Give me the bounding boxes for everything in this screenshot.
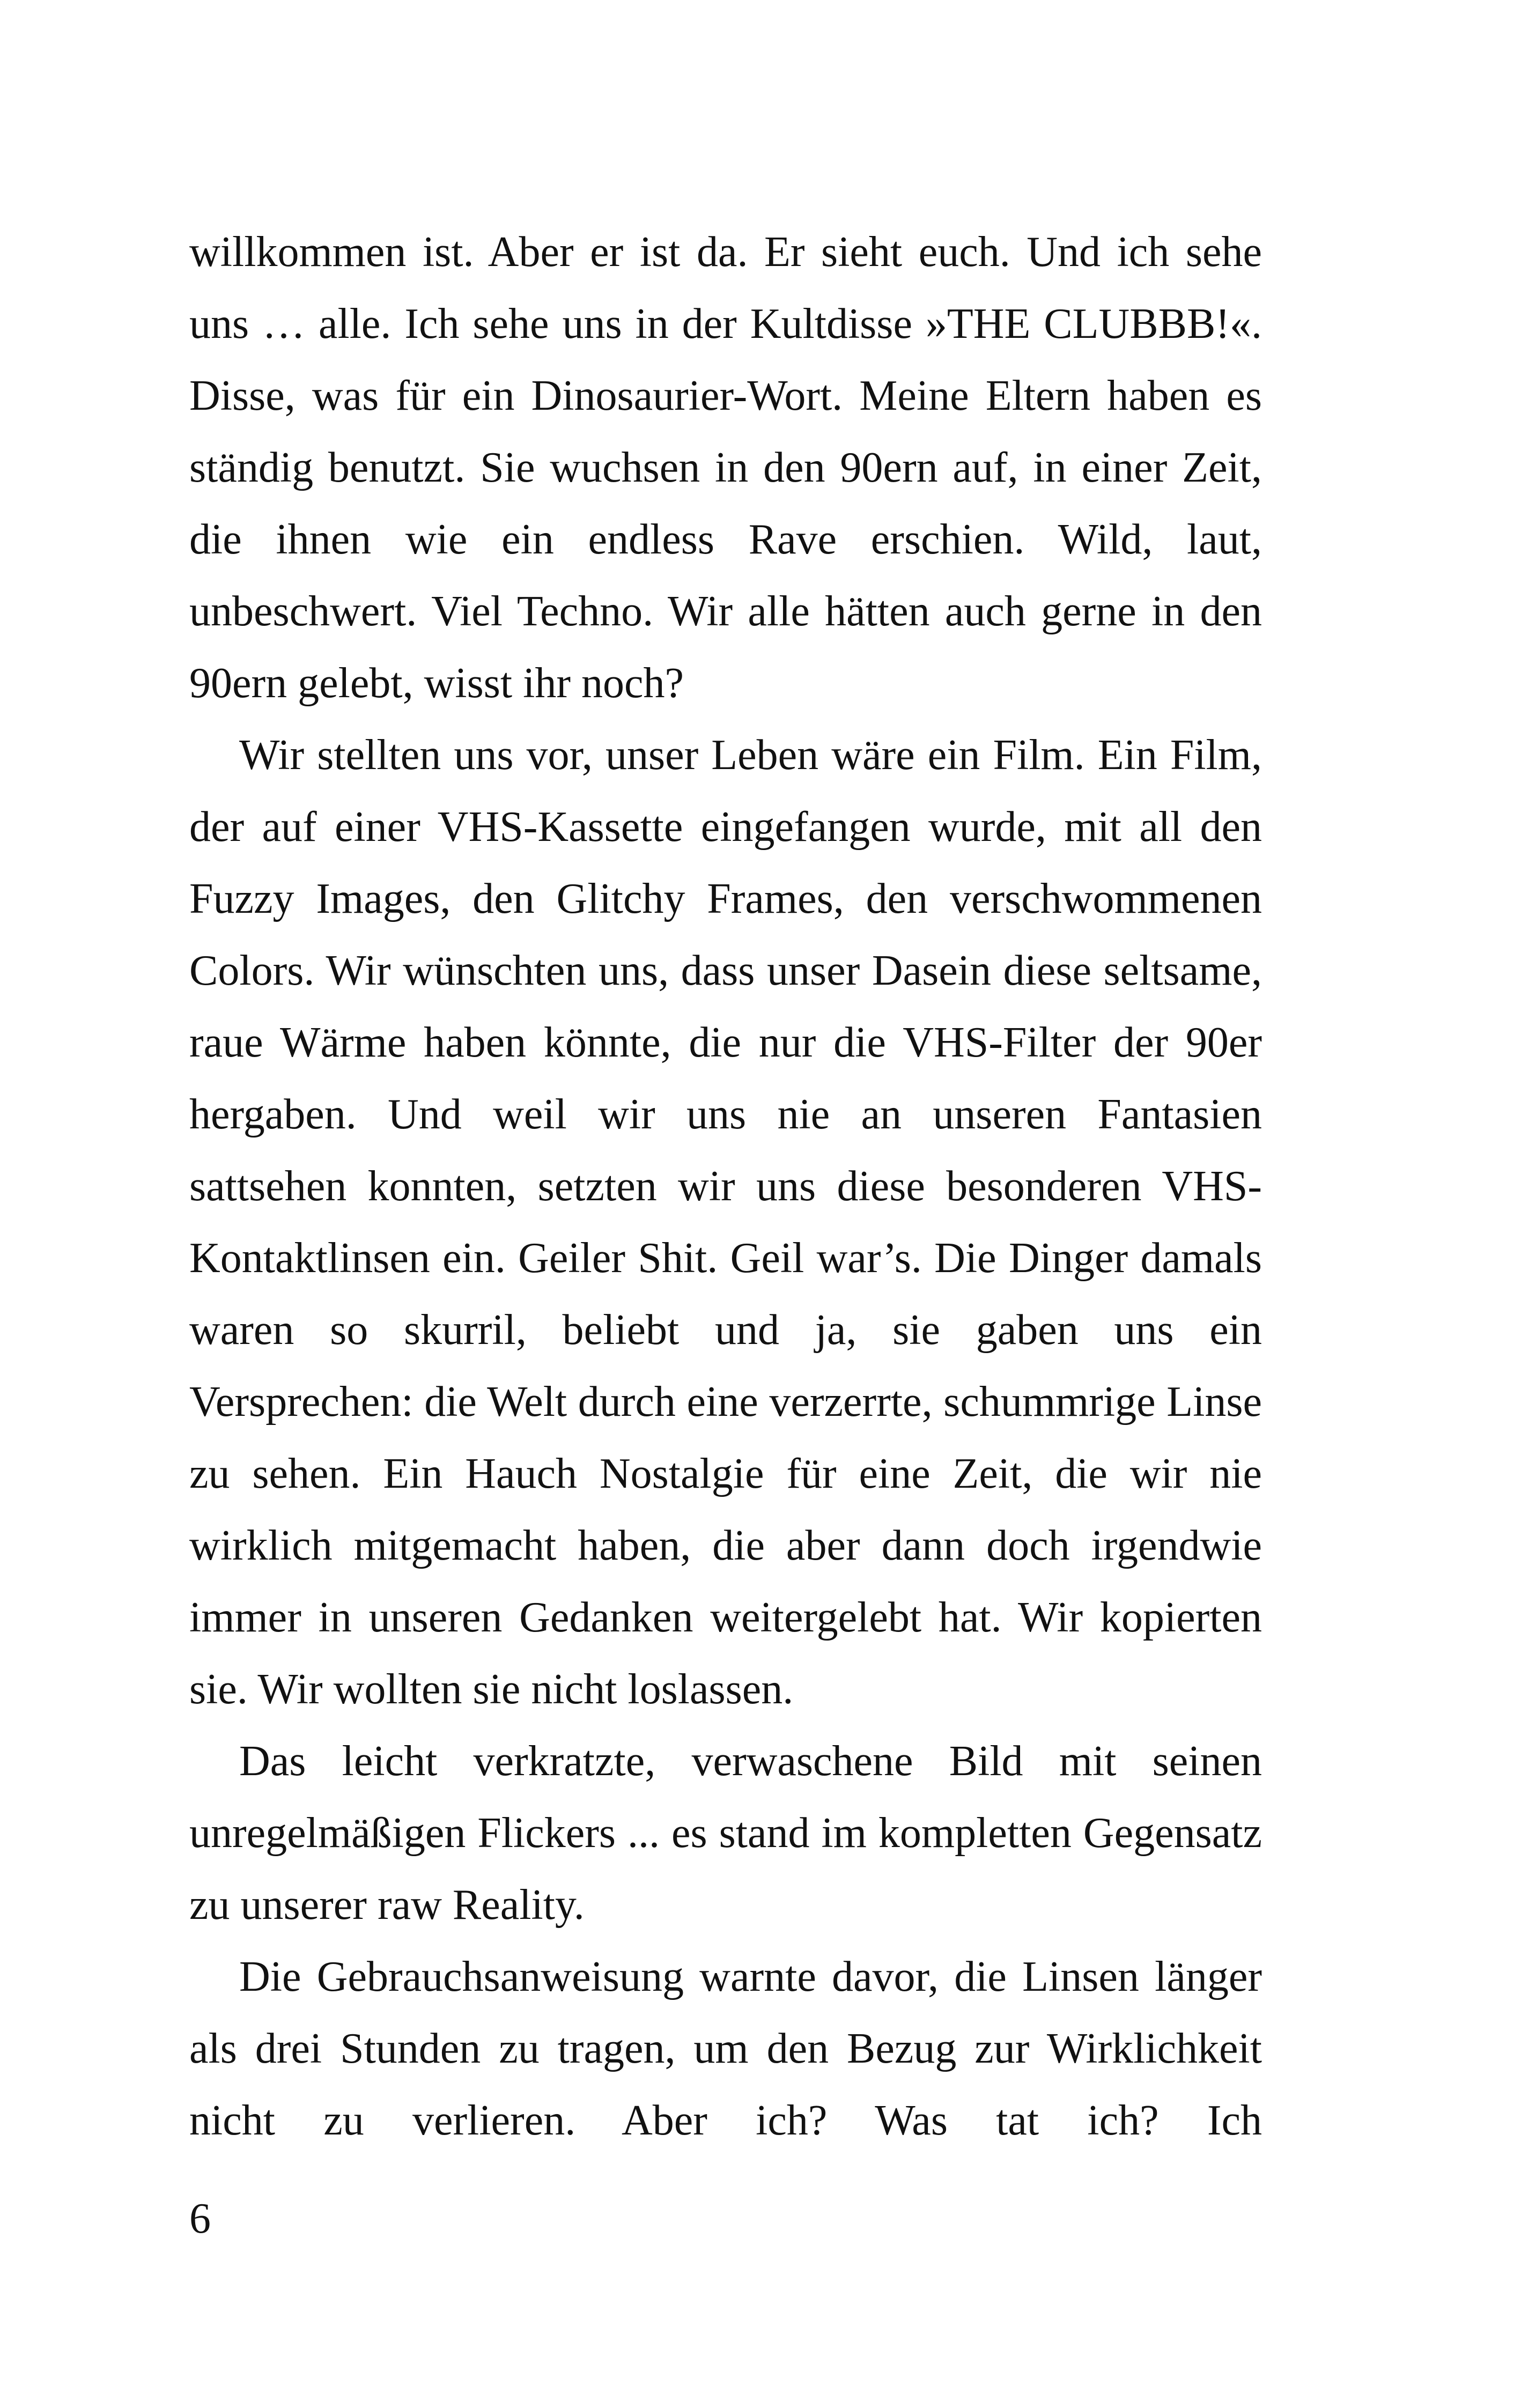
paragraph-4: Die Gebrauchsanweisung warnte davor, die Linsen länger als drei Stunden zu tragen, um den Bezug zur Wirklichkeit nicht zu verlieren. Aber ich? Was tat ich? Ich	[189, 1953, 1262, 2144]
page-body	[189, 216, 1262, 2156]
paragraph-3: Das leicht verkratzte, verwaschene Bild mit seinen unregelmäßigen Flickers ... es stand im kompletten Gegensatz zu unserer raw Reality.	[189, 1738, 1262, 1929]
paragraph-2: Wir stellten uns vor, unser Leben wäre ein Film. Ein Film, der auf einer VHS-Kassette eingefangen wurde, mit all den Fuzzy Images, den Glitchy Frames, den verschwommenen Colors. Wir wünschten uns, dass unser Dasein diese seltsame, raue Wärme haben könnte, die nur die VHS-Filter der 90er hergaben. Und weil wir uns nie an unseren Fantasien sattsehen konnten, setzten wir uns diese besonderen VHS-Kontaktlinsen ein. Geiler Shit. Geil war’s. Die Dinger damals waren so skurril, beliebt und ja, sie gaben uns ein Versprechen: die Welt durch eine verzerrte, schummrige Linse zu sehen. Ein Hauch Nostalgie für eine Zeit, die wir nie wirklich mitgemacht haben, die aber dann doch irgendwie immer in unseren Gedanken weitergelebt hat. Wir kopierten sie. Wir wollten sie nicht loslassen.	[189, 732, 1262, 1713]
page-number: 6	[189, 2195, 211, 2242]
paragraph-1: willkommen ist. Aber er ist da. Er sieht euch. Und ich sehe uns … alle. Ich sehe uns in der Kultdisse »THE CLUBBB!«. Disse, was für ein Dinosaurier-Wort. Meine Eltern haben es ständig benutzt. Sie wuchsen in den 90ern auf, in einer Zeit, die ihnen wie ein endless Rave erschien. Wild, laut, unbeschwert. Viel Techno. Wir alle hätten auch gerne in den 90ern gelebt, wisst ihr noch?	[189, 228, 1262, 707]
